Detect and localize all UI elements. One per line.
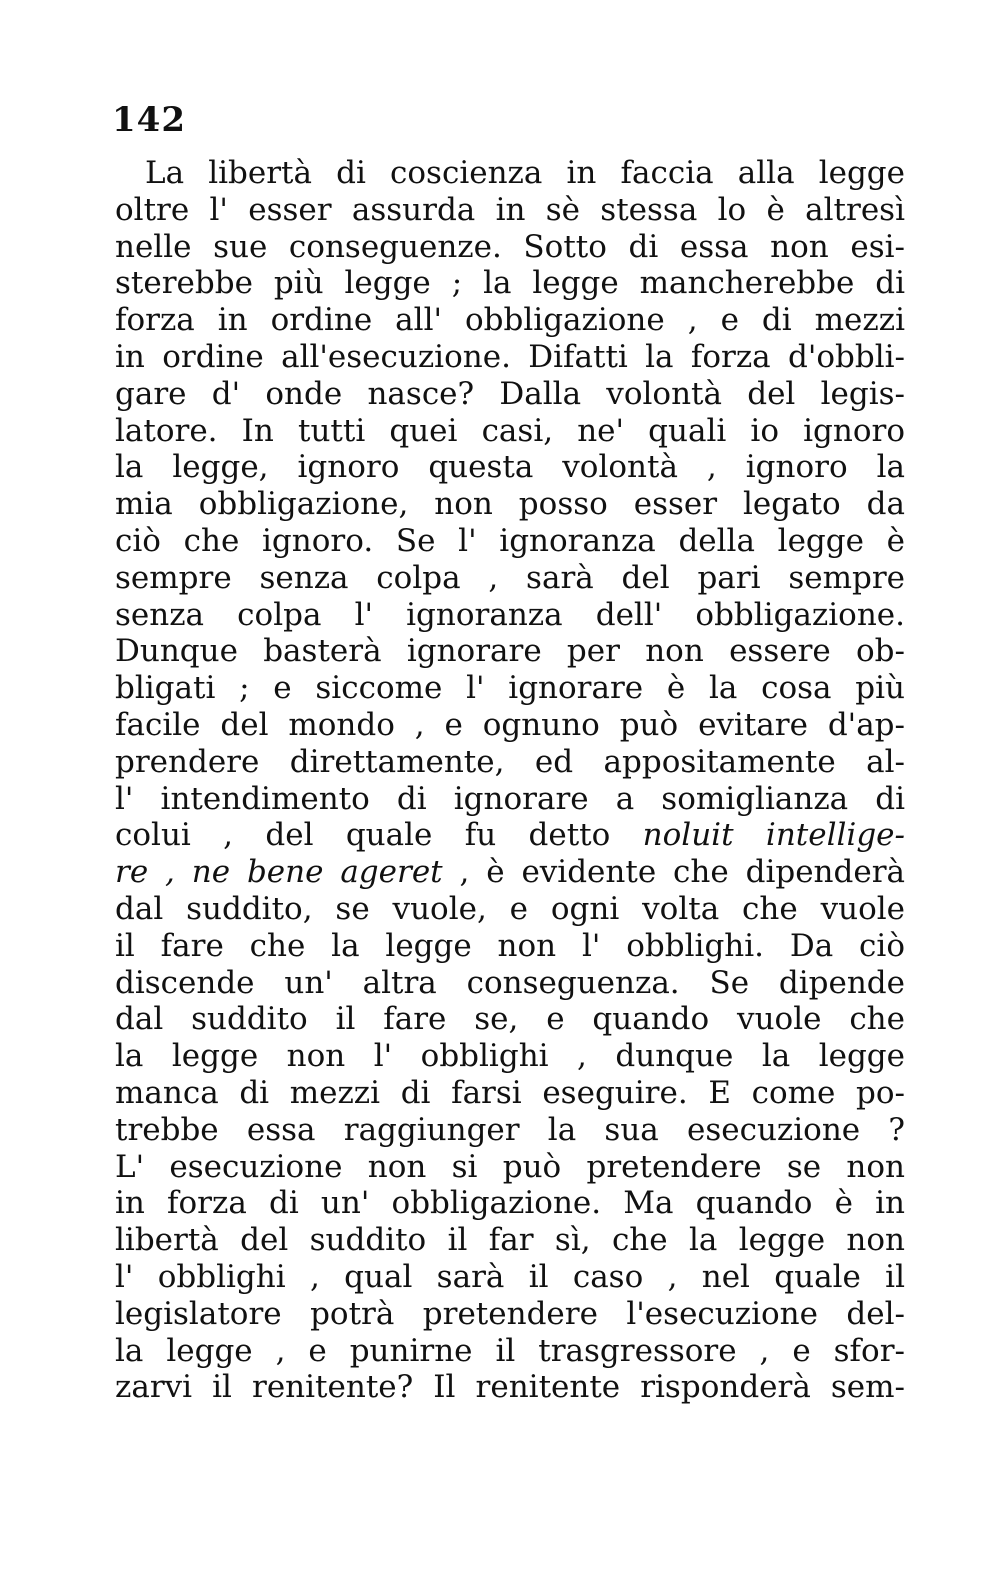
text-segment: , è evidente che dipenderà bbox=[442, 854, 905, 891]
text-line: facile del mondo , e ognuno può evitare d'ap- bbox=[115, 706, 905, 743]
text-line: legislatore potrà pretendere l'esecuzione del- bbox=[115, 1295, 905, 1332]
page-number: 142 bbox=[112, 100, 186, 140]
text-line: mia obbligazione, non posso esser legato da bbox=[115, 486, 905, 523]
text-line: in forza di un' obbligazione. Ma quando è in bbox=[115, 1185, 905, 1222]
text-line: libertà del suddito il far sì, che la legge non bbox=[115, 1222, 905, 1259]
text-line: senza colpa l' ignoranza dell' obbligazione. bbox=[115, 596, 905, 633]
italic-segment: re , ne bene ageret bbox=[115, 854, 443, 891]
text-line: sempre senza colpa , sarà del pari sempre bbox=[115, 559, 905, 596]
text-line: la legge, ignoro questa volontà , ignoro la bbox=[115, 449, 905, 486]
text-line: zarvi il renitente? Il renitente risponderà sem- bbox=[115, 1369, 905, 1406]
text-line: manca di mezzi di farsi eseguire. E come po- bbox=[115, 1074, 905, 1111]
text-line-mixed bbox=[115, 817, 905, 854]
italic-segment: noluit intellige- bbox=[642, 817, 905, 854]
text-line: dal suddito, se vuole, e ogni volta che vuole bbox=[115, 890, 905, 927]
body-text bbox=[115, 155, 905, 1406]
text-line: gare d' onde nasce? Dalla volontà del legis- bbox=[115, 375, 905, 412]
text-line: sterebbe più legge ; la legge mancherebbe di bbox=[115, 265, 905, 302]
text-line: discende un' altra conseguenza. Se dipende bbox=[115, 964, 905, 1001]
text-line: prendere direttamente, ed appositamente al- bbox=[115, 743, 905, 780]
text-line: trebbe essa raggiunger la sua esecuzione ? bbox=[115, 1111, 905, 1148]
text-line-mixed bbox=[115, 854, 905, 891]
text-line: latore. In tutti quei casi, ne' quali io ignoro bbox=[115, 412, 905, 449]
text-line: l' obblighi , qual sarà il caso , nel quale il bbox=[115, 1258, 905, 1295]
text-line: bligati ; e siccome l' ignorare è la cosa più bbox=[115, 670, 905, 707]
text-line: la legge non l' obblighi , dunque la legge bbox=[115, 1038, 905, 1075]
text-line: l' intendimento di ignorare a somiglianza di bbox=[115, 780, 905, 817]
text-line: la legge , e punirne il trasgressore , e sfor- bbox=[115, 1332, 905, 1369]
text-line: L' esecuzione non si può pretendere se non bbox=[115, 1148, 905, 1185]
text-line: forza in ordine all' obbligazione , e di mezzi bbox=[115, 302, 905, 339]
text-line: in ordine all'esecuzione. Difatti la forza d'obbli- bbox=[115, 338, 905, 375]
text-segment: colui , del quale fu detto bbox=[115, 817, 643, 854]
text-line: nelle sue conseguenze. Sotto di essa non esi- bbox=[115, 228, 905, 265]
text-line: La libertà di coscienza in faccia alla legge bbox=[145, 155, 905, 191]
text-line: dal suddito il fare se, e quando vuole che bbox=[115, 1001, 905, 1038]
text-line: il fare che la legge non l' obblighi. Da ciò bbox=[115, 927, 905, 964]
text-line: ciò che ignoro. Se l' ignoranza della legge è bbox=[115, 522, 905, 559]
text-line: Dunque basterà ignorare per non essere ob- bbox=[115, 633, 905, 670]
text-line: oltre l' esser assurda in sè stessa lo è altresì bbox=[115, 191, 905, 228]
